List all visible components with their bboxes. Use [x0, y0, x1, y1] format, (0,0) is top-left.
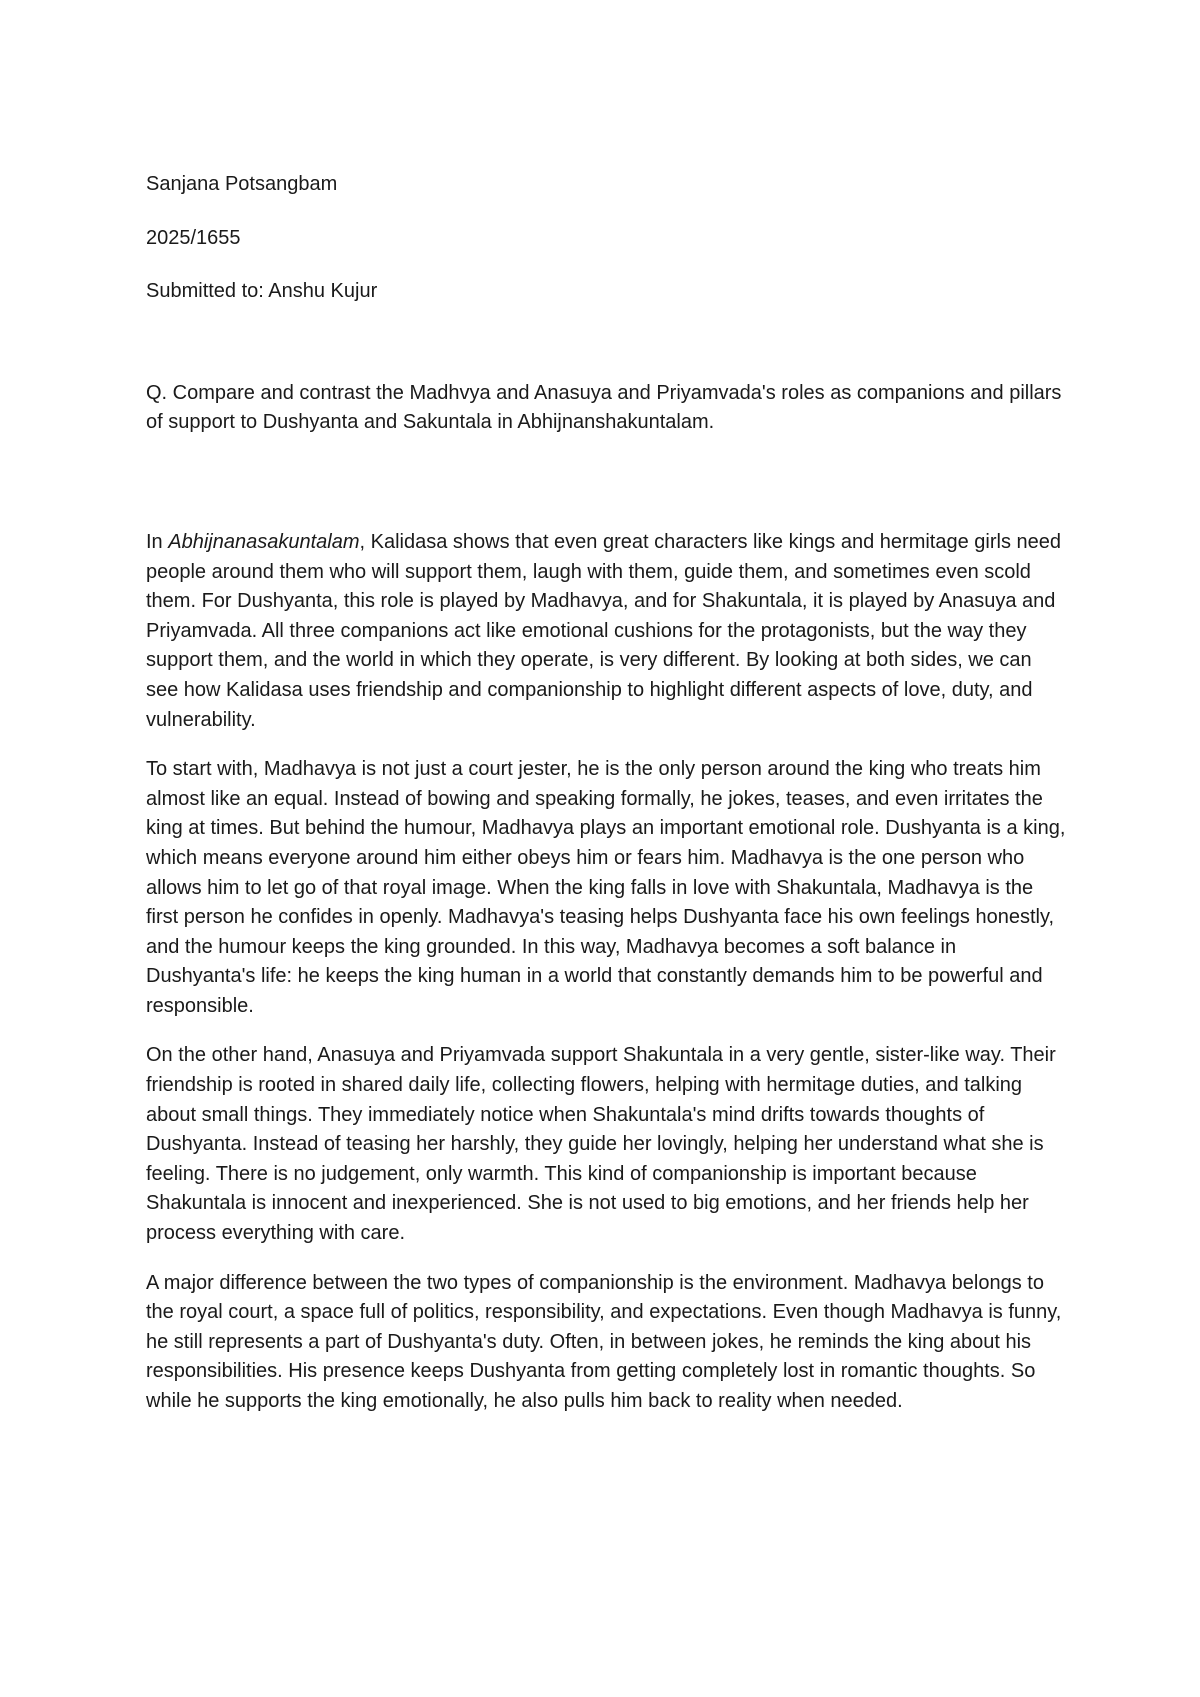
paragraph-1-lead: In	[146, 530, 169, 553]
question-text: Q. Compare and contrast the Madhvya and Anasuya and Priyamvada's roles as companions and pillars of support to Dushyanta and Sakuntala in Abhijnanshakuntalam.	[146, 381, 1062, 434]
submitted-to: Submitted to: Anshu Kujur	[146, 280, 378, 303]
paragraph-1-rest: , Kalidasa shows that even great characters like kings and hermitage girls need people around them who will support them, laugh with them, guide them, and sometimes even scold them. For Dushyanta, this role is played by Madhavya, and for Shakuntala, it is played by Anasuya and Priyamvada. All three companions act like emotional cushions for the protagonists, but the way they support them, and the world in which they operate, is very different. By looking at both sides, we can see how Kalidasa uses friendship and companionship to highlight different aspects of love, duty, and vulnerability.	[146, 530, 1061, 731]
essay-paragraph-4: A major difference between the two types of companionship is the environment. Madhavya belongs to the royal court, a space full of politics, responsibility, and expectations. Even though Madhavya is funny, he still represents a part of Dushyanta's duty. Often, in between jokes, he reminds the king about his responsibilities. His presence keeps Dushyanta from getting completely lost in romantic thoughts. So while he supports the king emotionally, he also pulls him back to reality when needed.	[146, 1271, 1062, 1412]
essay-paragraph-1	[146, 528, 1066, 735]
work-title: Abhijnanasakuntalam	[168, 530, 360, 553]
student-name: Sanjana Potsangbam	[146, 173, 338, 195]
essay-paragraph-2: To start with, Madhavya is not just a court jester, he is the only person around the king who treats him almost like an equal. Instead of bowing and speaking formally, he jokes, teases, and even irritates the king at times. But behind the humour, Madhavya plays an important emotional role. Dushyanta is a king, which means everyone around him either obeys him or fears him. Madhavya is the one person who allows him to let go of that royal image. When the king falls in love with Shakuntala, Madhavya is the first person he confides in openly. Madhavya's teasing helps Dushyanta face his own feelings honestly, and the humour keeps the king grounded. In this way, Madhavya becomes a soft balance in Dushyanta's life: he keeps the king human in a world that constantly demands him to be powerful and responsible.	[146, 758, 1066, 1017]
roll-number: 2025/1655	[146, 226, 241, 249]
essay-paragraph-3: On the other hand, Anasuya and Priyamvada support Shakuntala in a very gentle, sister-like way. Their friendship is rooted in shared daily life, collecting flowers, helping with hermitage duties, and talking about small things. They immediately notice when Shakuntala's mind drifts towards thoughts of Dushyanta. Instead of teasing her harshly, they guide her lovingly, helping her understand what she is feeling. There is no judgement, only warmth. This kind of companionship is important because Shakuntala is innocent and inexperienced. She is not used to big emotions, and her friends help her process everything with care.	[146, 1044, 1056, 1245]
essay-body	[146, 528, 1066, 1417]
document-content	[146, 170, 1066, 1437]
